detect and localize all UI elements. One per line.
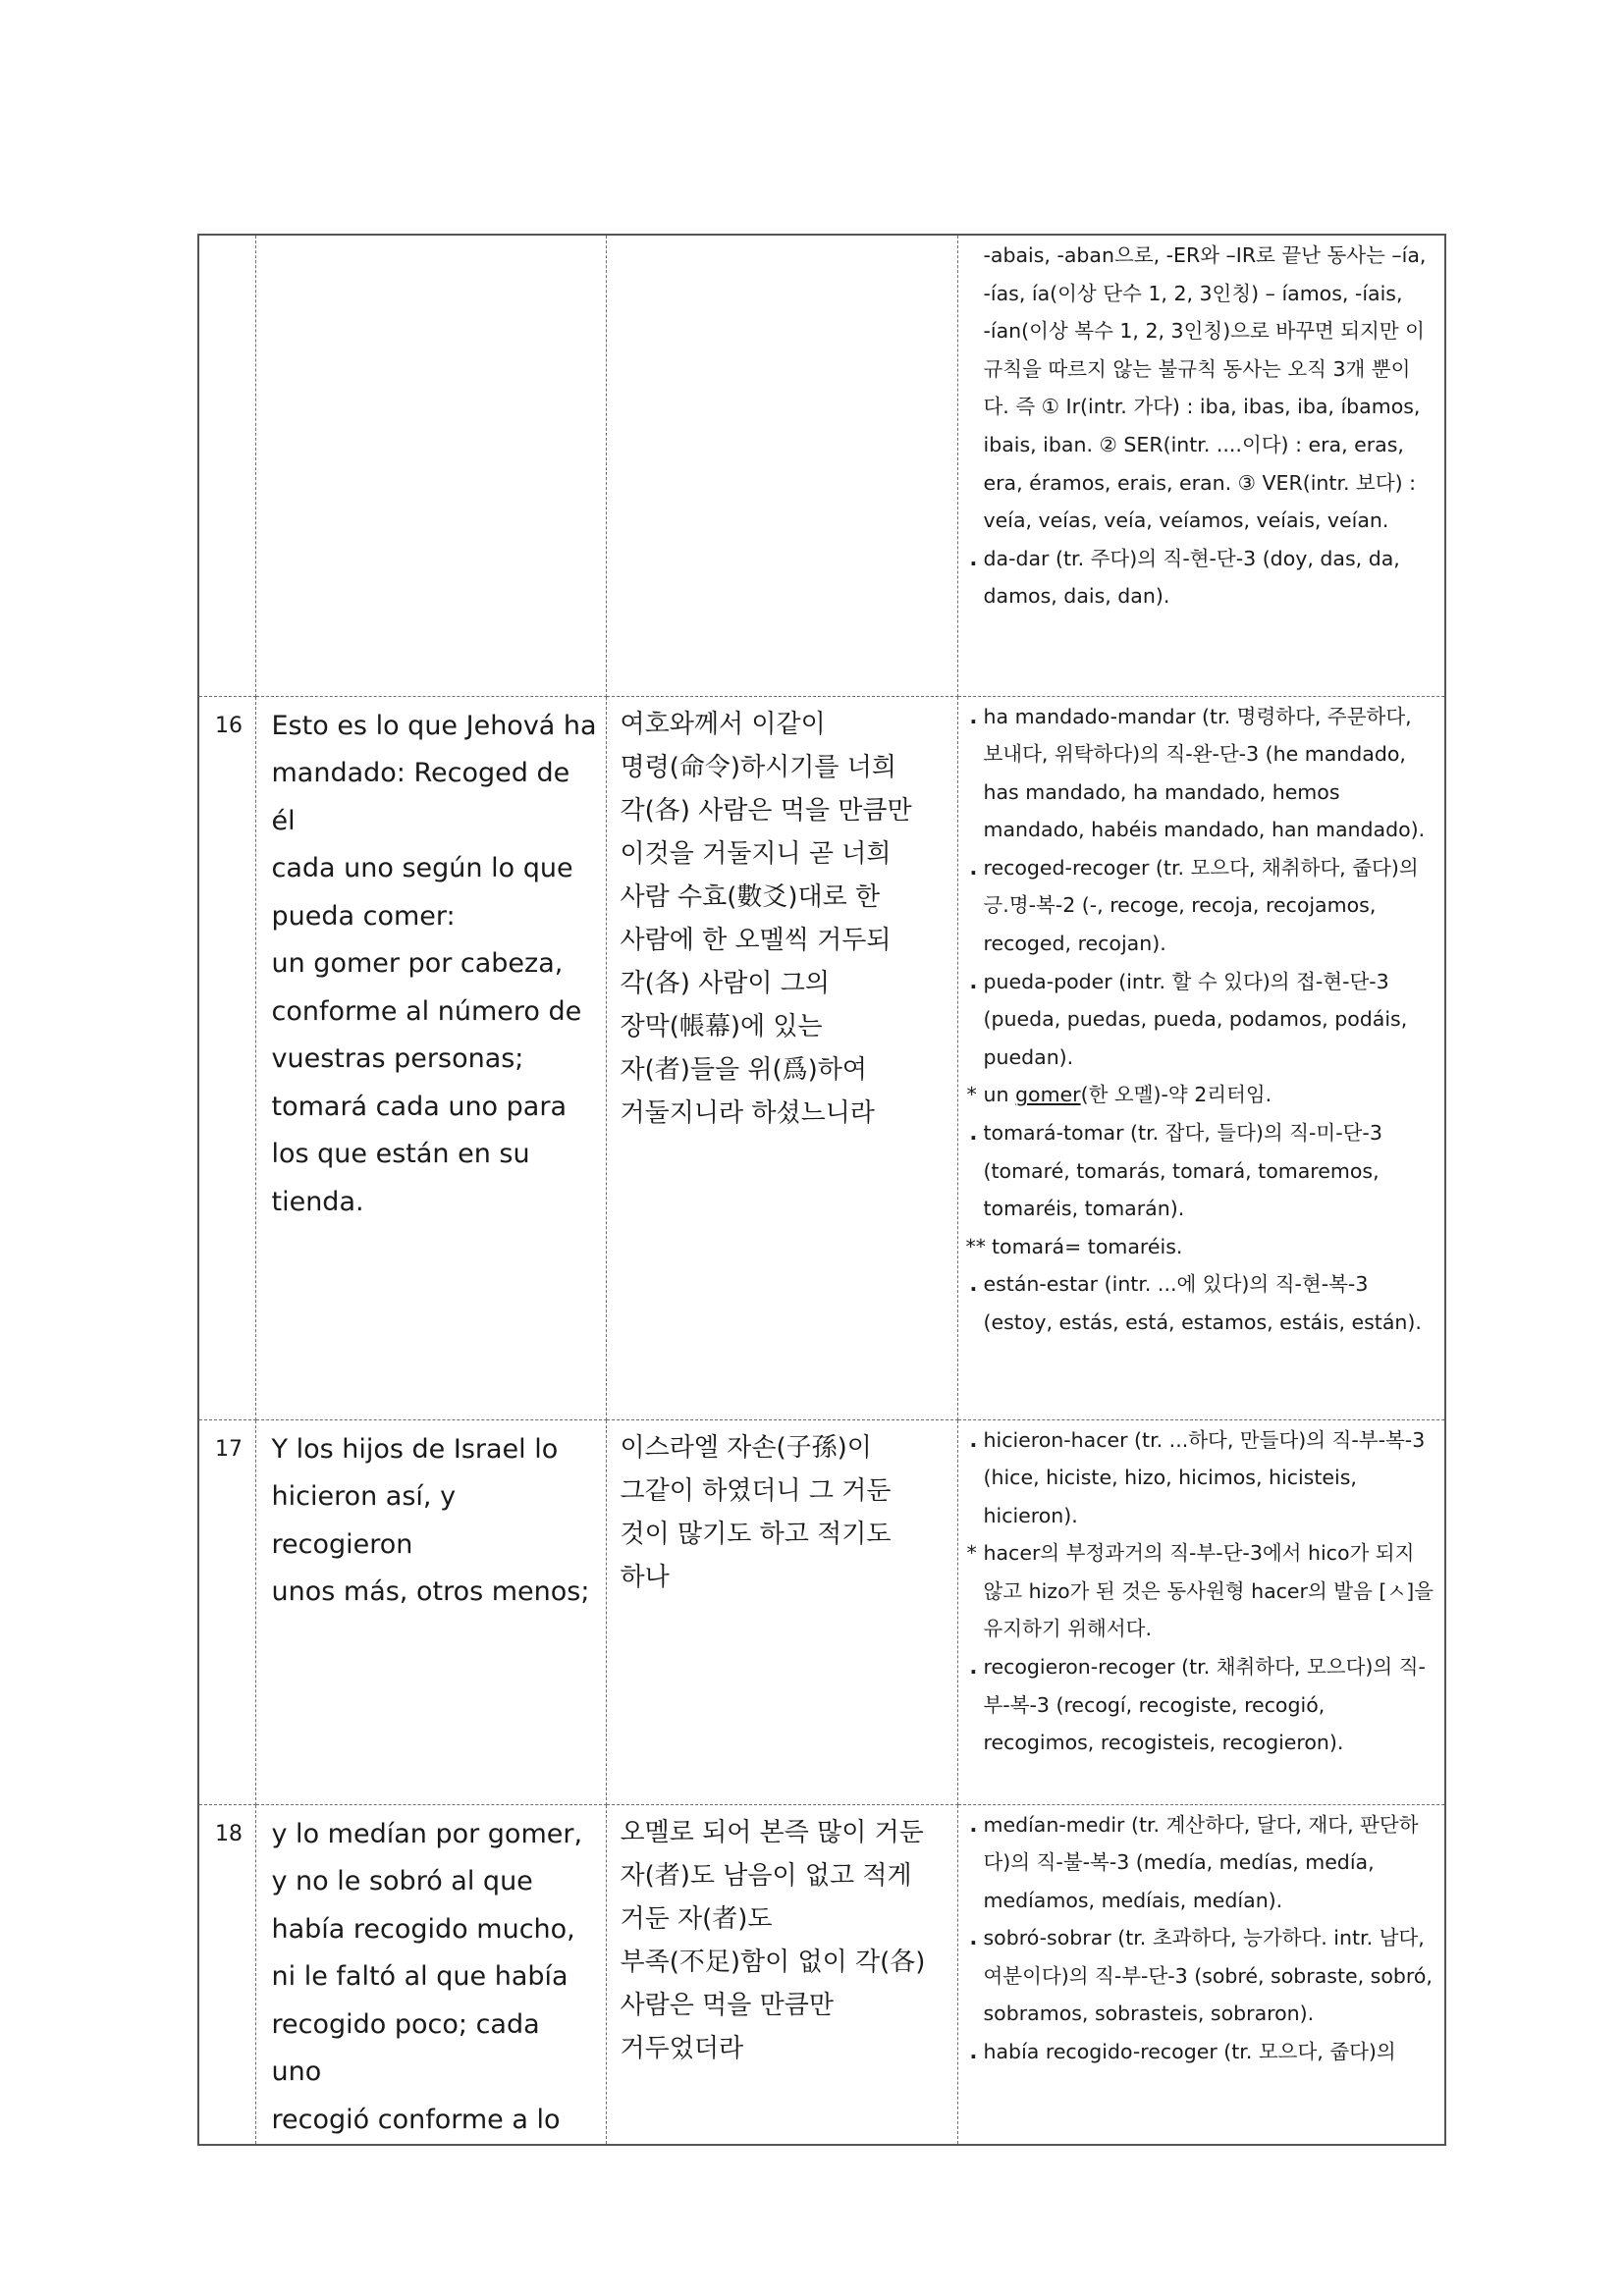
grammar-note: . había recogido-recoger (tr. 모으다, 줍다)의: [969, 2040, 1396, 2064]
grammar-note: . da-dar (tr. 주다)의 직-현-단-3 (doy, das, da, damos, dais, dan).: [969, 546, 1400, 609]
spanish-text-cell: [255, 1804, 606, 2145]
grammar-notes-cell: [957, 1804, 1445, 2145]
grammar-note: . pueda-poder (intr. 할 수 있다)의 접-현-단-3 (pueda, puedas, pueda, podamos, podáis, puedan).: [969, 969, 1408, 1069]
korean-line: 거둔 자(者)도: [620, 1903, 773, 1934]
spanish-line: había recogido mucho,: [271, 1913, 575, 1945]
spanish-line: ni le faltó al que había: [271, 1961, 568, 1992]
spanish-line: hicieron así, y recogieron: [271, 1481, 457, 1560]
korean-line: 자(者)도 남음이 없고 적게: [620, 1860, 912, 1891]
korean-line: 사람 수효(數爻)대로 한: [620, 881, 881, 912]
spanish-line: y no le sobró al que: [271, 1866, 533, 1896]
korean-line: 거둘지니라 하셨느니라: [620, 1097, 875, 1128]
study-table: [197, 234, 1446, 2146]
spanish-line: Y los hijos de Israel lo: [271, 1433, 559, 1465]
grammar-note: . sobró-sobrar (tr. 초과하다, 능가하다. intr. 남다, 여분이다)의 직-부-단-3 (sobré, sobraste, sobró, sobramos, sobrasteis, sobraron).: [969, 1926, 1433, 2026]
spanish-line: y lo medían por gomer,: [271, 1818, 583, 1849]
korean-line: 부족(不足)함이 없이 각(各): [620, 1947, 926, 1977]
grammar-note: . medían-medir (tr. 계산하다, 달다, 재다, 판단하다)의 직-불-복-3 (medía, medías, medía, medíamos, medíais, medían).: [969, 1812, 1419, 1912]
spanish-line: un gomer por cabeza,: [271, 948, 564, 979]
grammar-note: * un gomer(한 오멜)-약 2리터임.: [966, 1083, 1272, 1107]
korean-line: 오멜로 되어 본즉 많이 거둔: [620, 1817, 924, 1847]
grammar-note: -abais, -aban으로, -ER와 –IR로 끝난 동사는 –ía, -ías, ía(이상 단수 1, 2, 3인칭) – íamos, -íais, -ían(이상 복수 1, 2, 3인칭)으로 바꾸면 되지만 이 규칙을 따르지 않는 불규칙 동사는 오직 3개 뿐이다. 즉 ① Ir(intr. 가다) : iba, ibas, iba, íbamos, ibais, iban. ② SER(intr. ....이다) : era, eras, era, éramos, erais, eran. ③ VER(intr. 보다) : veía, veías, veía, veíamos, veíais, veían.: [983, 243, 1427, 533]
verse-number: 16: [215, 713, 243, 738]
spanish-line: mandado: Recoged de él: [271, 758, 570, 836]
korean-line: 여호와께서 이같이: [620, 709, 826, 739]
spanish-line: recogido poco; cada uno: [271, 2008, 540, 2087]
korean-text-cell: [606, 235, 957, 696]
spanish-line: conforme al número de: [271, 995, 582, 1027]
grammar-note: ** tomará= tomaréis.: [965, 1234, 1183, 1258]
korean-line: 각(各) 사람이 그의: [620, 968, 831, 998]
verse-number: 18: [215, 1821, 243, 1846]
grammar-note: . recogieron-recoger (tr. 채취하다, 모으다)의 직-부-복-3 (recogí, recogiste, recogió, recogimos, recogisteis, recogieron).: [969, 1655, 1426, 1755]
spanish-text-cell: [255, 696, 606, 1419]
grammar-note: * hacer의 부정과거의 직-부-단-3에서 hico가 되지 않고 hizo가 된 것은 동사원형 hacer의 발음 [ㅅ]을 유지하기 위해서다.: [966, 1541, 1435, 1641]
spanish-line: tienda.: [271, 1186, 364, 1217]
grammar-note: . están-estar (intr. ...에 있다)의 직-현-복-3 (estoy, estás, está, estamos, estáis, están).: [969, 1272, 1422, 1334]
spanish-line: Esto es lo que Jehová ha: [271, 710, 597, 741]
korean-line: 이스라엘 자손(子孫)이: [620, 1432, 872, 1463]
grammar-notes-cell: [957, 696, 1445, 1419]
spanish-line: pueda comer:: [271, 900, 456, 932]
korean-line: 사람은 먹을 만큼만: [620, 1990, 834, 2020]
spanish-line: unos más, otros menos;: [271, 1576, 590, 1607]
verse-number-cell: [198, 1804, 255, 2145]
verse-number-cell: [198, 696, 255, 1419]
spanish-line: cada uno según lo que: [271, 853, 573, 883]
korean-line: 것이 많기도 하고 적기도: [620, 1519, 892, 1549]
grammar-notes-cell: [957, 1419, 1445, 1804]
table-row: [198, 235, 1445, 696]
korean-line: 각(各) 사람은 먹을 만큼만: [620, 795, 912, 826]
korean-line: 그같이 하였더니 그 거둔: [620, 1475, 892, 1506]
spanish-text-cell: [255, 235, 606, 696]
verse-number-cell: [198, 235, 255, 696]
korean-line: 거두었더라: [620, 2033, 744, 2063]
korean-line: 장막(帳幕)에 있는: [620, 1011, 823, 1041]
korean-line: 명령(命令)하시기를 너희: [620, 752, 896, 782]
grammar-note: . ha mandado-mandar (tr. 명령하다, 주문하다, 보내다, 위탁하다)의 직-완-단-3 (he mandado, has mandado, ha mandado, hemos mandado, habéis mandado, han mandado).: [969, 704, 1426, 842]
korean-line: 이것을 거둘지니 곧 너희: [620, 838, 892, 869]
spanish-text-cell: [255, 1419, 606, 1804]
grammar-notes-cell: [957, 235, 1445, 696]
table-row: [198, 1419, 1445, 1804]
verse-number: 17: [215, 1436, 243, 1462]
korean-text-cell: [606, 1804, 957, 2145]
grammar-note: . tomará-tomar (tr. 잡다, 들다)의 직-미-단-3 (tomaré, tomarás, tomará, tomaremos, tomaréis, tomarán).: [969, 1121, 1382, 1221]
spanish-line: vuestras personas;: [271, 1043, 524, 1074]
grammar-note: . hicieron-hacer (tr. ...하다, 만들다)의 직-부-복-3 (hice, hiciste, hizo, hicimos, hicisteis, hicieron).: [969, 1427, 1426, 1527]
spanish-line: los que están en su: [271, 1139, 530, 1169]
table-row: [198, 1804, 1445, 2145]
verse-number: [199, 236, 255, 251]
table-row: [198, 696, 1445, 1419]
korean-line: 사람에 한 오멜씩 거두되: [620, 925, 892, 955]
korean-text-cell: [606, 1419, 957, 1804]
korean-line: 자(者)들을 위(爲)하여: [620, 1054, 868, 1085]
spanish-line: tomará cada uno para: [271, 1091, 567, 1122]
verse-number-cell: [198, 1419, 255, 1804]
korean-line: 하나: [620, 1562, 670, 1592]
korean-text-cell: [606, 696, 957, 1419]
spanish-line: recogió conforme a lo: [271, 2104, 561, 2135]
grammar-note: . recoged-recoger (tr. 모으다, 채취하다, 줍다)의 긍.명-복-2 (-, recoge, recoja, recojamos, recoged, recojan).: [969, 855, 1419, 956]
